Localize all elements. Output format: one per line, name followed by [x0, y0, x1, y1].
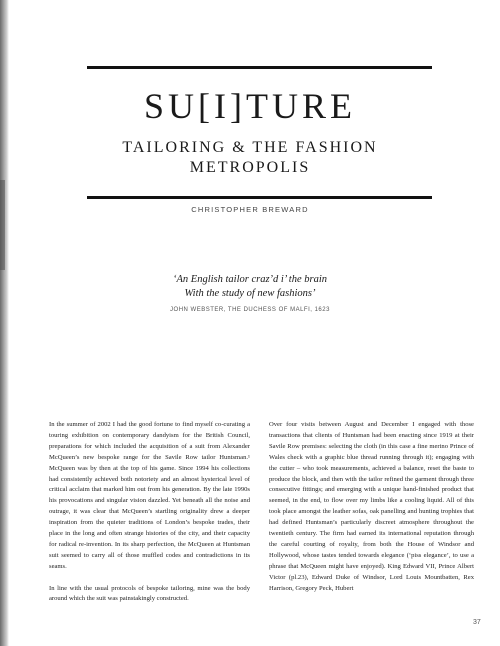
epigraph-quote	[0, 273, 500, 301]
author-name: CHRISTOPHER BREWARD	[191, 205, 309, 214]
scan-shadow-mark	[0, 180, 5, 270]
epigraph-line-1: ‘An English tailor craz’d i’ the brain	[173, 274, 327, 285]
paragraph: In line with the usual protocols of bespoke tailoring, mine was the body around which the suit was painstakingly constructed.	[49, 584, 250, 603]
subtitle-line-1: TAILORING & THE FASHION	[122, 139, 378, 156]
epigraph-citation: JOHN WEBSTER, THE DUCHESS OF MALFI, 1623	[170, 307, 330, 313]
title-rule	[87, 196, 432, 199]
chapter-subtitle	[0, 138, 500, 178]
subtitle-line-2: METROPOLIS	[189, 159, 311, 176]
body-column-right	[269, 420, 474, 595]
body-column-left	[49, 420, 250, 605]
page-number: 37	[473, 619, 481, 626]
chapter-title: SU[I]TURE	[144, 86, 356, 126]
paragraph: Over four visits between August and December I engaged with those transactions that clients of Huntsman had been enacting since 1919 at their Savile Row premises: selecting the cloth (in this case a fine merino Prince of Wales check with a graphic blue thread running through it); engaging with the cutter – who took measurements, achieved a balance, reset the baste to produce the block, and then with the tailor refined the garment through three consecutive fittings; and emerging with a unique hand-finished product that seemed, in the end, to flow over my limbs like a cooling liquid. All of this took place amongst the leather sofas, oak panelling and hunting trophies that had defined Huntsman’s particularly discreet atmosphere throughout the twentieth century. The firm had earned its international reputation through the careful courting of royalty, from both the House of Windsor and Hollywood, whose tastes tended towards elegance (‘piss elegance’, to use a phrase that McQueen might have enjoyed). King Edward VII, Prince Albert Victor (pl.23), Edward Duke of Windsor, Lord Louis Mountbatten, Rex Harrison, Gregory Peck, Hubert	[269, 421, 474, 592]
paragraph: In the summer of 2002 I had the good fortune to find myself co-curating a touring exhibition on contemporary dandyism for the British Council, preparations for which included the acquisition of a suit from Alexander McQueen’s new bespoke range for the Savile Row tailor Huntsman.¹ McQueen was by then at the top of his game. Since 1994 his collections had consistently achieved both notoriety and an almost hysterical level of critical acclaim that marked him out from his generation. By the late 1990s his provocations and singular vision dazzled. Yet beneath all the noise and outrage, it was clear that McQueen’s startling originality drew a deeper inspiration from the quieter traditions of London’s bespoke trades, their place in the long and often strange histories of the city, and their capacity for radical re-invention. In its sharp perfection, the McQueen at Huntsman suit seemed to carry all of those muffled codes and contradictions in its seams.	[49, 421, 250, 570]
epigraph-line-2: With the study of new fashions’	[184, 288, 316, 299]
top-rule	[87, 66, 432, 69]
